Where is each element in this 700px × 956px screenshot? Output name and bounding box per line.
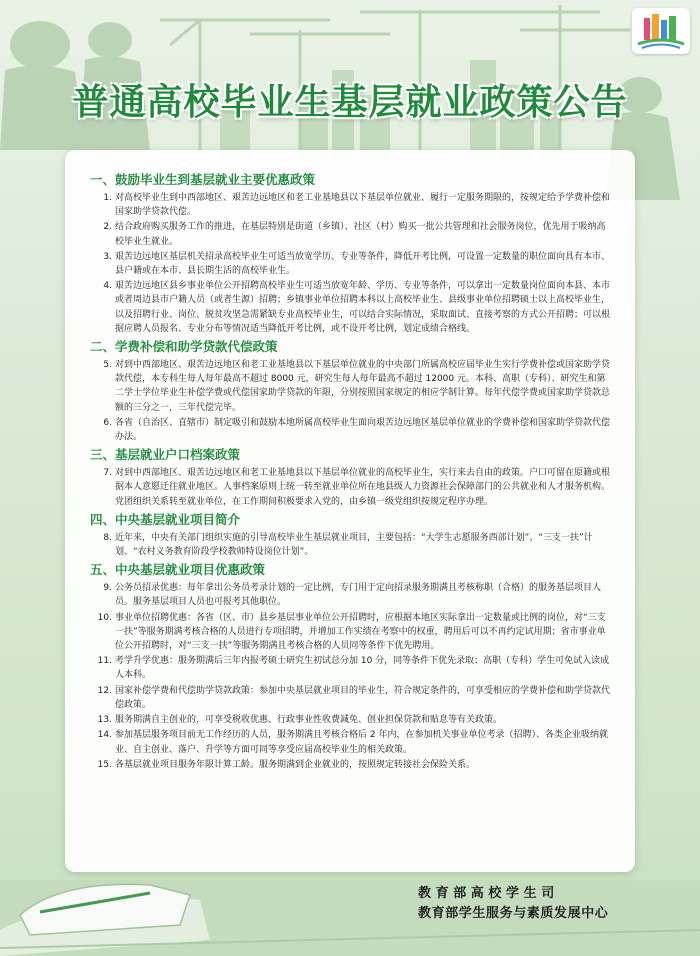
item-number: 6. (103, 417, 112, 428)
list-item (90, 416, 610, 444)
item-number: 5. (103, 360, 112, 371)
item-text: 公务员招录优惠：每年拿出公务员考录计划的一定比例，专门用于定向招录服务期满且考核称职（合格）的服务基层项目人员。服务基层项目人员也可报考其他职位。 (115, 583, 602, 608)
issuer-line-1: 教育部高校学生司 (418, 886, 559, 901)
list-item (90, 250, 610, 278)
section (90, 562, 610, 772)
section (90, 447, 610, 509)
item-text: 对到中西部地区、艰苦边远地区和老工业基地县以下基层单位就业的中央部门所属高校应届毕业生实行学费补偿或国家助学贷款代偿，本专科生每人每年最高不超过 8000 元，研究生每人每年最高不超过 12000 元。本科、高职（专科）、研究生和第二学士学位毕业生补偿学费或代偿国家助学贷款的年限，分别按照国家规定的相应学制计算。每年代偿学费或国家助学贷款总额的三分之一，三年代偿完毕。 (115, 360, 611, 413)
item-text: 艰苦边远地区基层机关招录高校毕业生可适当放宽学历、专业等条件，降低开考比例，可设置一定数量的职位面向具有本市、县户籍或在本市、县长期生活的高校毕业生。 (115, 251, 611, 277)
list-item (90, 531, 610, 559)
item-text: 参加基层服务项目前无工作经历的人员，服务期满且考核合格后 2 年内，在参加机关事业单位考录（招聘）、各类企业吸纳就业、自主创业、落户、升学等方面可同等享受应届高校毕业生的相关政策。 (115, 730, 608, 755)
policy-content (90, 172, 610, 775)
list-item (90, 191, 610, 219)
list-item (90, 684, 610, 712)
item-text: 国家补偿学费和代偿助学贷款政策：参加中央基层就业项目的毕业生，符合规定条件的，可享受相应的学费补偿和助学贷款代偿政策。 (115, 685, 611, 710)
item-number: 11. (97, 656, 112, 667)
item-number: 15. (97, 759, 112, 770)
section (90, 339, 610, 444)
section-heading: 五、中央基层就业项目优惠政策 (90, 562, 266, 578)
list-item (90, 713, 610, 727)
item-number: 10. (97, 612, 112, 623)
item-text: 对高校毕业生到中西部地区、艰苦边远地区和老工业基地县以下基层单位就业、履行一定服务期限的，按规定给予学费补偿和国家助学贷款代偿。 (115, 193, 611, 218)
item-number: 9. (103, 583, 112, 594)
list-item (90, 279, 610, 336)
section-heading: 三、基层就业户口档案政策 (90, 447, 241, 463)
issuer-line-2: 教育部学生服务与素质发展中心 (418, 906, 609, 921)
item-text: 结合政府购买服务工作的推进，在基层特别是街道（乡镇）、社区（村）购买一批公共管理和社会服务岗位，优先用于吸纳高校毕业生就业。 (115, 222, 606, 247)
page-title: 普通高校毕业生基层就业政策公告 (72, 82, 628, 123)
item-text: 对到中西部地区、艰苦边远地区和老工业基地县以下基层单位就业的高校毕业生，实行来去自由的政策。户口可留在原籍或根据本人意愿迁往就业地区。人事档案原则上统一转至就业单位所在地县级人力资源社会保障部门的公共就业和人才服务机构。党团组织关系转至就业单位，在工作期间积极要求入党的，由乡镇一级党组织按规定程序办理。 (115, 468, 611, 507)
list-item (90, 728, 610, 756)
section-heading: 二、学费补偿和助学贷款代偿政策 (90, 339, 278, 355)
item-number: 8. (103, 532, 112, 543)
list-item (90, 758, 610, 772)
list-item (90, 581, 610, 609)
item-text: 近年来，中央有关部门组织实施的引导高校毕业生基层就业项目，主要包括：“大学生志愿服务西部计划”、“三支一扶”计划、“农村义务教育阶段学校教师特设岗位计划”。 (115, 532, 593, 558)
list-item (90, 466, 610, 509)
list-item (90, 220, 610, 248)
item-number: 3. (103, 251, 112, 262)
item-number: 7. (103, 468, 112, 479)
item-number: 2. (103, 222, 112, 233)
item-number: 13. (97, 715, 112, 726)
list-item (90, 611, 610, 654)
item-number: 4. (103, 281, 112, 292)
section (90, 512, 610, 559)
item-text: 服务期满自主创业的，可享受税收优惠、行政事业性收费减免、创业担保贷款和贴息等有关政策。 (115, 715, 503, 726)
item-text: 艰苦边远地区县乡事业单位公开招聘高校毕业生可适当放宽年龄、学历、专业等条件，可以拿出一定数量岗位面向本县、本市或者周边县市户籍人员（或者生源）招聘；乡镇事业单位招聘本科以上高校毕业生、县级事业单位招聘硕士以上高校毕业生，以及招聘行业、岗位、脱贫攻坚急需紧缺专业高校毕业生，可以结合实际情况，采取面试、直接考察的方式公开招聘；可以根据应聘人员报名、专业分布等情况适当降低开考比例，或不设开考比例，划定成绩合格线。 (115, 281, 611, 334)
item-number: 1. (103, 193, 112, 203)
item-text: 事业单位招聘优惠：各省（区、市）县乡基层事业单位公开招聘时，应根据本地区实际拿出一定数量或比例的岗位，对“三支一扶”等服务期满考核合格的人员进行专项招聘，并增加工作实绩在考察中的权重，聘用后可以不再约定试用期；省市事业单位公开招聘时，对“三支一扶”等服务期满且考核合格的人员同等条件下优先聘用。 (115, 612, 606, 652)
item-number: 12. (97, 685, 112, 696)
item-text: 各省（自治区、直辖市）制定吸引和鼓励本地所属高校毕业生面向艰苦边远地区基层单位就业的学费补偿和国家助学贷款代偿办法。 (115, 417, 611, 443)
section-heading: 四、中央基层就业项目简介 (90, 511, 241, 527)
section (90, 172, 610, 336)
list-item (90, 358, 610, 415)
item-text: 各基层就业项目服务年限计算工龄。服务期满到企业就业的，按照规定转接社会保险关系。 (115, 759, 476, 770)
logo (632, 8, 690, 54)
section-heading: 一、鼓励毕业生到基层就业主要优惠政策 (90, 172, 316, 187)
list-item (90, 654, 610, 682)
issuer-footer (418, 884, 668, 924)
item-number: 14. (97, 730, 112, 741)
item-text: 考学升学优惠：服务期满后三年内报考硕士研究生初试总分加 10 分，同等条件下优先录取；高职（专科）学生可免试入读成人本科。 (115, 656, 610, 681)
